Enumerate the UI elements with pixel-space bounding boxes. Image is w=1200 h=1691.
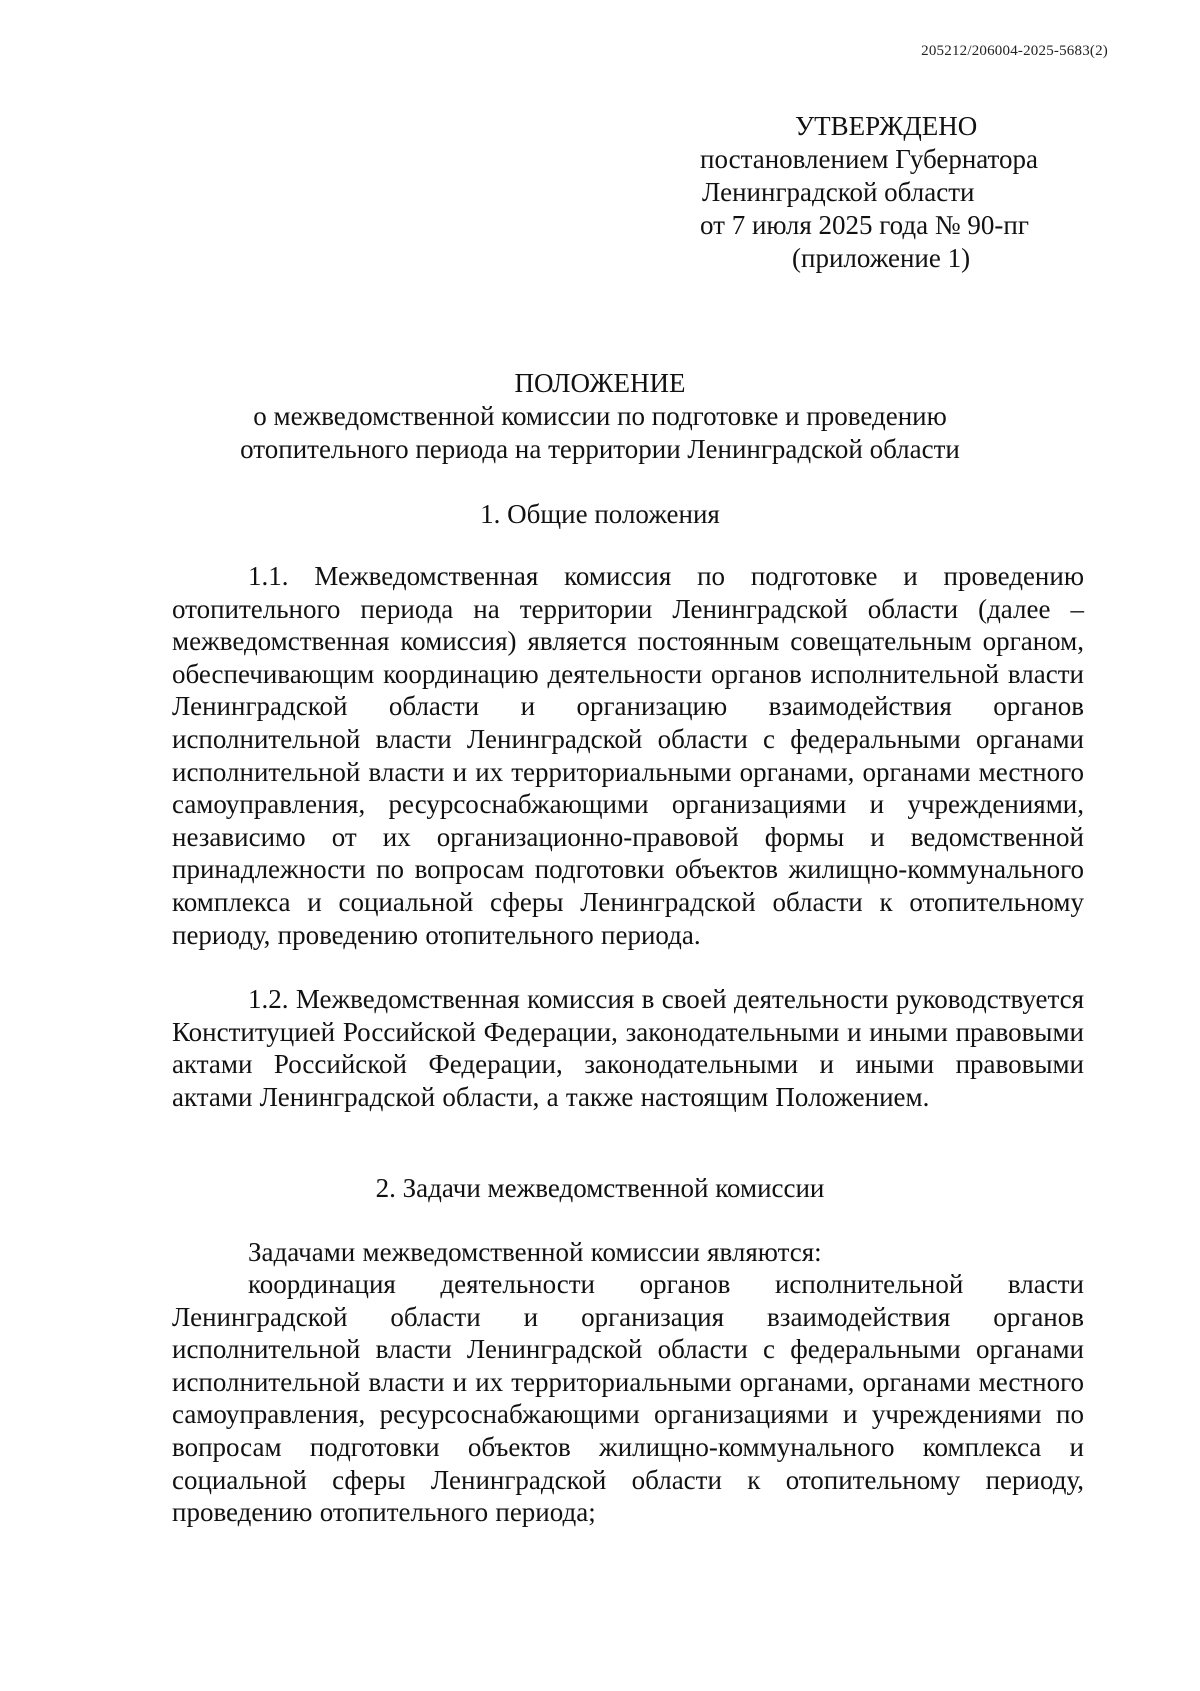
document-registration-number: 205212/206004-2025-5683(2): [921, 43, 1108, 59]
document-subtitle-line-2: отопительного периода на территории Ленинградской области: [240, 434, 960, 464]
approval-stamp-block: [700, 110, 1080, 275]
paragraph-1-2: 1.2. Межведомственная комиссия в своей деятельности руководствуется Конституцией Российской Федерации, законодательными и иными правовыми актами Российской Федерации, законодательными и иными правовыми актами Ленинградской области, а также настоящим Положением.: [172, 984, 1084, 1112]
document-subtitle-line-1: о межведомственной комиссии по подготовке и проведению: [253, 401, 947, 431]
section-2-heading: 2. Задачи межведомственной комиссии: [375, 1173, 825, 1203]
approval-line-region: Ленинградской области: [702, 177, 975, 207]
approval-line-date: от 7 июля 2025 года № 90-пг: [700, 210, 1029, 240]
approval-heading: УТВЕРЖДЕНО: [795, 111, 978, 141]
paragraph-1-1: 1.1. Межведомственная комиссия по подготовке и проведению отопительного периода на территории Ленинградской области (далее – межведомственная комиссия) является постоянным совещательным органом, обеспечивающим координацию деятельности органов исполнительной власти Ленинградской области и организацию взаимодействия органов исполнительной власти Ленинградской области с федеральными органами исполнительной власти и их территориальными органами, органами местного самоуправления, ресурсоснабжающими организациями и учреждениями, независимо от их организационно-правовой формы и ведомственной принадлежности по вопросам подготовки объектов жилищно-коммунального комплекса и социальной сферы Ленинградской области к отопительному периоду, проведению отопительного периода.: [172, 561, 1084, 950]
approval-line-appendix: (приложение 1): [792, 243, 971, 273]
document-title: ПОЛОЖЕНИЕ: [514, 368, 686, 398]
section-1-heading: 1. Общие положения: [480, 499, 720, 529]
approval-line-decree: постановлением Губернатора: [700, 144, 1038, 174]
paragraph-2-task-1: координация деятельности органов исполнительной власти Ленинградской области и организация взаимодействия органов исполнительной власти Ленинградской области с федеральными органами исполнительной власти и их территориальными органами, органами местного самоуправления, ресурсоснабжающими организациями и учреждениями по вопросам подготовки объектов жилищно-коммунального комплекса и социальной сферы Ленинградской области к отопительному периоду, проведению отопительного периода;: [172, 1269, 1084, 1528]
paragraph-2-intro: Задачами межведомственной комиссии являются:: [248, 1237, 822, 1267]
